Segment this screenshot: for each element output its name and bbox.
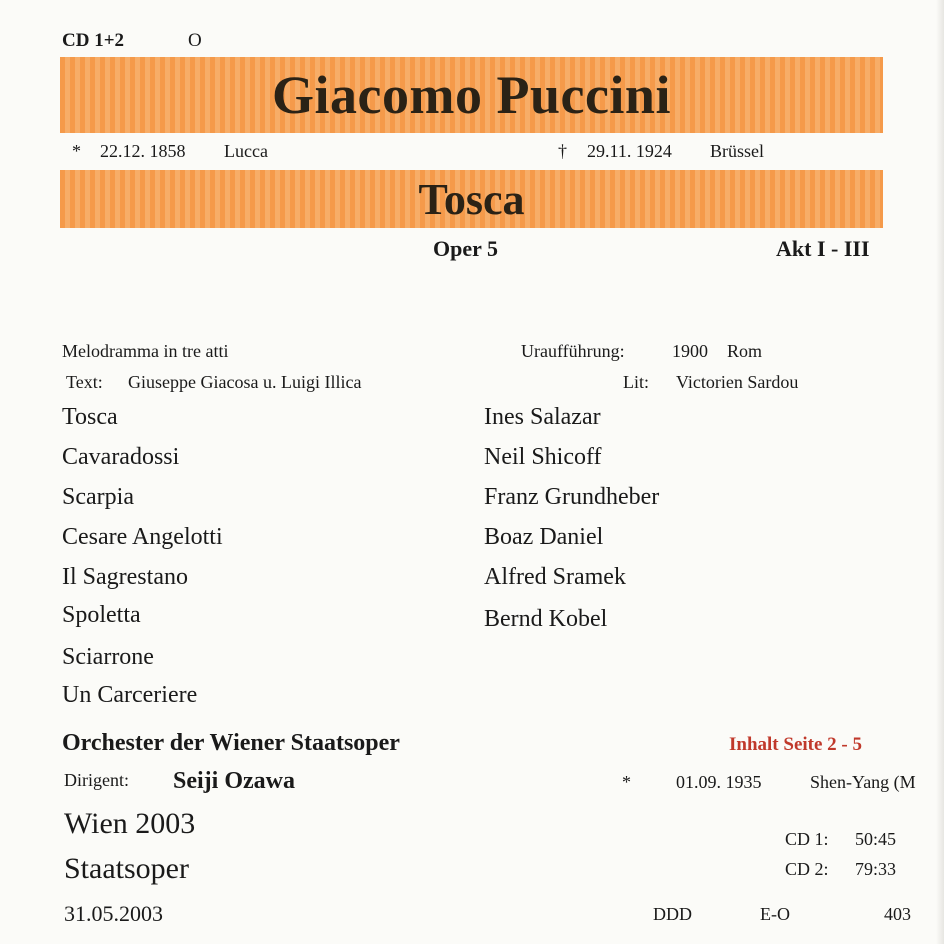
composer-death-place: Brüssel [710, 141, 764, 161]
recording-venue: Staatsoper [64, 852, 189, 885]
cd2-duration: 79:33 [855, 859, 897, 879]
mark-label: O [188, 30, 202, 51]
contents-link[interactable]: Inhalt Seite 2 - 5 [729, 734, 862, 755]
librettists: Giuseppe Giacosa u. Luigi Illica [128, 372, 362, 392]
cast-role: Un Carceriere [62, 682, 198, 708]
orchestra: Orchester der Wiener Staatsoper [62, 730, 400, 756]
composer-name: Giacomo Puccini [272, 65, 671, 125]
page-edge [936, 0, 944, 944]
catalog-code: E-O [760, 904, 790, 924]
conductor-name: Seiji Ozawa [173, 768, 295, 794]
conductor-label: Dirigent: [64, 770, 129, 790]
composer-birth-place: Lucca [224, 141, 268, 161]
recording-city-year: Wien 2003 [64, 807, 196, 840]
cast-role: Cavaradossi [62, 444, 180, 470]
composer-banner [60, 57, 883, 133]
cast-role: Tosca [62, 404, 118, 430]
cast-singer: Boaz Daniel [484, 524, 604, 550]
premiere-place: Rom [727, 341, 763, 361]
recording-date: 31.05.2003 [64, 901, 163, 926]
cast-role: Sciarrone [62, 644, 154, 670]
death-symbol: † [558, 141, 567, 161]
conductor-birth-date: 01.09. 1935 [676, 772, 762, 792]
cd1-label: CD 1: [785, 829, 829, 849]
opera-title-banner [60, 170, 883, 228]
cast-singer: Ines Salazar [484, 404, 601, 430]
conductor-birth-place: Shen-Yang (M [810, 772, 916, 792]
catalog-number: 403 [884, 904, 911, 924]
premiere-label: Uraufführung: [521, 341, 625, 361]
composer-death-date: 29.11. 1924 [587, 141, 672, 161]
text-label: Text: [66, 372, 103, 392]
conductor-birth-symbol: * [622, 772, 631, 792]
cd1-duration: 50:45 [855, 829, 897, 849]
composer-birth-date: 22.12. 1858 [100, 141, 186, 161]
audio-format: DDD [653, 904, 692, 924]
cd-label: CD 1+2 [62, 30, 125, 51]
opera-title: Tosca [418, 174, 525, 224]
opera-number: Oper 5 [433, 236, 498, 261]
cast-singer: Franz Grundheber [484, 484, 660, 510]
cast-singer: Bernd Kobel [484, 606, 608, 632]
birth-symbol: * [72, 141, 81, 161]
genre: Melodramma in tre atti [62, 341, 229, 361]
literary-source: Victorien Sardou [676, 372, 799, 392]
cast-role: Scarpia [62, 484, 134, 510]
cast-singer: Neil Shicoff [484, 444, 602, 470]
cast-role: Spoletta [62, 602, 141, 628]
cd2-label: CD 2: [785, 859, 829, 879]
opera-acts: Akt I - III [776, 236, 870, 261]
premiere-year: 1900 [672, 341, 708, 361]
lit-label: Lit: [623, 372, 649, 392]
cast-singer: Alfred Sramek [484, 564, 626, 590]
cast-role: Cesare Angelotti [62, 524, 223, 550]
cast-role: Il Sagrestano [62, 564, 188, 590]
